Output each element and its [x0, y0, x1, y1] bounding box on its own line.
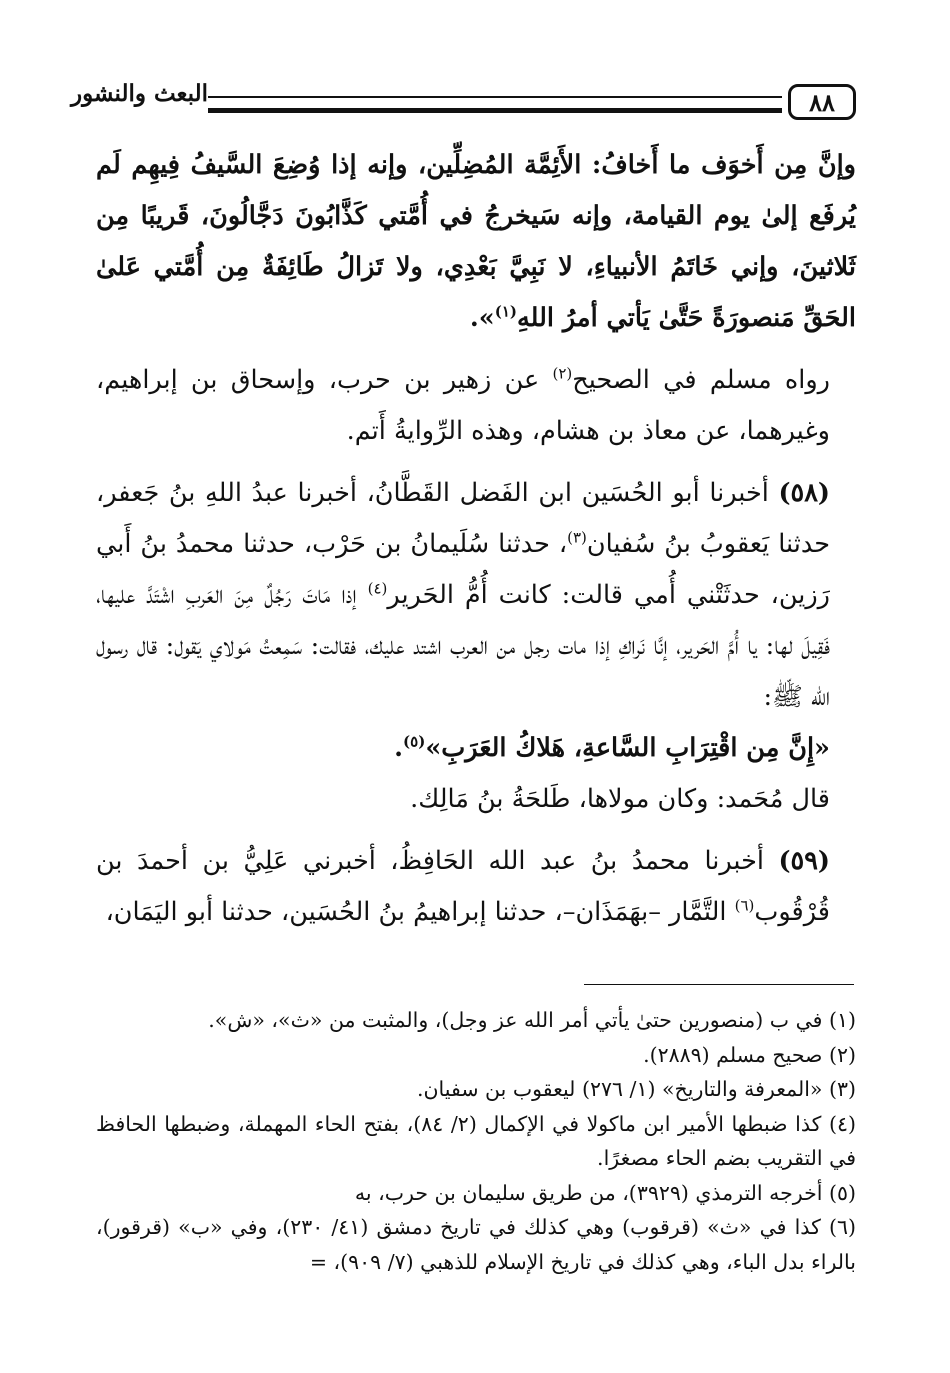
hadith-number: (٥٩) — [778, 846, 830, 876]
hadith-59: (٥٩) أخبرنا محمدُ بنُ عبد الله الحَافِظُ، أخبرني عَلِيُّ بن أحمدَ بن قُرْقُوب$^{(٦)}$ التَّمَّار –بهَمَذَان–، حدثنا إبراهيمُ بنُ الحُسَين، حدثنا أبو اليَمَان، — [96, 846, 830, 927]
footnote-1: (١) في ب (منصورين حتىٰ يأتي أمر الله عز وجل)، والمثبت من «ث»، «ش». — [208, 1008, 856, 1032]
hadith-continuation: وإنَّ مِن أَخوَف ما أَخافُ: الأَئِمَّة المُضِلِّين، وإنه إذا وُضِعَ السَّيفُ فِيهِم لَم يُرفَع إلىٰ يوم القيامة، وإنه سَيخرجُ في أُمَّتي كَذَّابُونَ دَجَّالُونَ، قَريبًا مِن ثَلاثينَ، وإني خَاتَمُ الأنبياءِ، لا نَبِيَّ بَعْدِي، ولا تَزالُ طَائِفَةٌ مِن أُمَّتي عَلىٰ الحَقِّ مَنصورَةً حَتَّىٰ يَأتي أمرُ اللهِ$^{(١)}$». — [96, 150, 856, 333]
footnote-6: (٦) كذا في «ث» (قرقوب) وهي كذلك في تاريخ دمشق (٤١/ ٢٣٠)، وفي «ب» (قرقور)، بالراء بدل الباء، وهي كذلك في تاريخ الإسلام للذهبي (٧/ ٩٠٩)، = — [96, 1215, 856, 1274]
hadith-58: (٥٨) أخبرنا أبو الحُسَين ابن الفَضل القَطَّانُ، أخبرنا عبدُ اللهِ بنُ جَعفر، حدثنا يَعقوبُ بنُ سُفيان$^{(٣)}$، حدثنا سُلَيمانُ بن حَرْب، حدثنا محمدُ بنُ أَبي رَزين، حدثَتْني أُمي قالت: كانت أُمُّ الحَرير$^{(٤)}$ إذا مَاتَ رَجُلٌ مِنَ العَربِ اشْتَدَّ عليها، فَقِيلَ لها: يا أُمَّ الحَرير، إنَّا نَراكِ إذا مات رجل من العرب اشتد عليك، فقالت: سَمِعتُ مَولاي يَقول: قال رسول الله ﷺ: — [96, 478, 830, 712]
footnote-3: (٣) «المعرفة والتاريخ» (١/ ٢٧٦) ليعقوب بن سفيان. — [416, 1077, 856, 1101]
footnote-ref: (٦) — [734, 896, 755, 915]
narration-note: رواه مسلم في الصحيح$^{(٢)}$ عن زهير بن حرب، وإسحاق بن إبراهيم، وغيرهما، عن معاذ بن هشام، وهذه الرِّوايةُ أَتم. — [96, 364, 830, 446]
page-number: ٨٨ — [788, 84, 856, 120]
page-header — [71, 80, 856, 126]
footnote-ref: (٤) — [367, 579, 388, 598]
footnote-ref: (١) — [494, 302, 517, 321]
footnote-ref: (٣) — [567, 528, 587, 547]
footnote-4: (٤) كذا ضبطها الأمير ابن ماكولا في الإكمال (٢/ ٨٤)، بفتح الحاء المهملة، وضبطها الحافظ في التقريب بضم الحاء مصغرًا. — [96, 1111, 856, 1170]
footnotes — [96, 1003, 856, 1279]
footnote-2: (٢) صحيح مسلم (٢٨٨٩). — [643, 1042, 856, 1067]
hadith-number: (٥٨) — [778, 478, 830, 508]
prophetic-quote: «إِنَّ مِن اقْتِرَابِ السَّاعةِ، هَلاكُ العَرَبِ»$^{(٥)}$. — [394, 732, 830, 763]
footnote-separator — [584, 984, 854, 985]
narrator-comment: قال مُحَمد: وكان مولاها، طَلحَةُ بنُ مَالِك. — [410, 784, 830, 814]
main-text — [96, 140, 856, 938]
footnote-ref: (٥) — [403, 732, 426, 751]
running-title: البعث والنشور — [71, 80, 208, 107]
footnote-ref: (٢) — [552, 364, 573, 383]
footnote-5: (٥) أخرجه الترمذي (٣٩٢٩)، من طريق سليمان بن حرب، به — [354, 1180, 856, 1205]
header-rule — [208, 96, 782, 113]
